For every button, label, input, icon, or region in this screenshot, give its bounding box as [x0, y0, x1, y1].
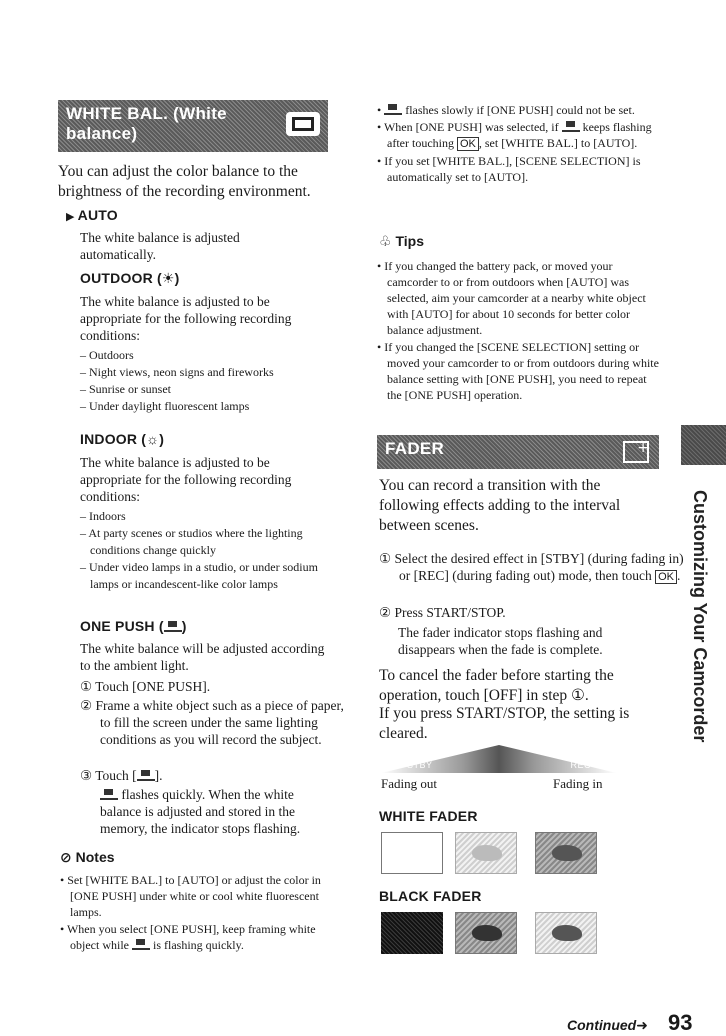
outdoor-text: The white balance is adjusted to be appropriate for the following recording conditions:: [80, 294, 292, 343]
list-item: – Night views, neon signs and fireworks: [80, 365, 274, 379]
white-fader-thumb-faded: [455, 832, 517, 874]
list-item: • If you changed the battery pack, or moved your camcorder to or from outdoors when [AUTO] was selected, aim your camcorder at a nearby white object with [AUTO] for about 10 seconds for better color balance adjustment.: [377, 258, 659, 338]
one-push-step-1: ① Touch [ONE PUSH].: [80, 679, 211, 694]
one-push-icon: [137, 769, 155, 781]
one-push-icon: [164, 620, 182, 632]
one-push-step-3: ③ Touch [ ].: [80, 768, 163, 783]
fader-step-2: ② Press START/STOP.: [379, 605, 506, 620]
one-push-text: The white balance will be adjusted according to the ambient light.: [80, 641, 325, 673]
continued-label: Continued➜: [567, 1017, 648, 1033]
fader-cancel-text: To cancel the fader before starting the operation, touch [OFF] in step ①.: [379, 667, 614, 704]
fader-restart-text: If you press START/STOP, the setting is cleared.: [379, 705, 630, 742]
list-item: – Under video lamps in a studio, or under sodium lamps or incandescent-like color lamps: [80, 560, 318, 591]
chapter-tab-label: Customizing Your Camcorder: [690, 490, 710, 743]
black-fader-thumb-faded: [455, 912, 517, 954]
fading-out-caption: Fading out: [381, 776, 437, 791]
indoor-list: [80, 508, 340, 593]
right-notes-list: [377, 102, 659, 186]
white-fader-thumb-blank: [381, 832, 443, 874]
list-item: – At party scenes or studios where the lighting conditions change quickly: [80, 526, 303, 557]
list-item: • If you set [WHITE BAL.], [SCENE SELECTION] is automatically set to [AUTO].: [377, 153, 659, 185]
one-push-step-2: ② Frame a white object such as a piece of paper, to fill the screen under the same lighting conditions as you will record the subject.: [80, 698, 344, 747]
list-item: • When you select [ONE PUSH], keep framing white object while is flashing quickly.: [60, 921, 340, 953]
indoor-heading: INDOOR (☼): [80, 431, 165, 447]
fader-banner: [377, 435, 659, 469]
page-number: 93: [668, 1010, 693, 1035]
black-fader-heading: BLACK FADER: [379, 888, 482, 904]
list-item: • Set [WHITE BAL.] to [AUTO] or adjust the color in [ONE PUSH] under white or cool white fluorescent lamps.: [60, 872, 340, 920]
notes-heading: ⊘ Notes: [60, 849, 115, 865]
one-push-icon: [384, 103, 402, 115]
arrow-right-icon: ➜: [636, 1017, 648, 1033]
rec-label: REC: [570, 760, 591, 770]
black-fader-thumb-blank: [381, 912, 443, 954]
outdoor-heading: OUTDOOR (☀): [80, 270, 180, 286]
fader-step-2-detail: The fader indicator stops flashing and disappears when the fade is complete.: [398, 625, 603, 657]
tips-heading: ♧ Tips: [379, 233, 424, 249]
tips-list: [377, 258, 659, 404]
fader-icon: +: [623, 441, 649, 463]
sun-icon: ☀: [161, 270, 175, 286]
white-fader-heading: WHITE FADER: [379, 808, 478, 824]
white-bal-title: WHITE BAL. (White balance): [66, 104, 227, 143]
menu-icon: [286, 112, 320, 136]
auto-text: The white balance is adjusted automatically.: [80, 230, 240, 262]
one-push-heading: ONE PUSH ( ): [80, 618, 187, 634]
one-push-step-3-detail: flashes quickly. When the white balance is adjusted and stored in the memory, the indicator stops flashing.: [100, 787, 301, 836]
stby-label: STBY: [407, 760, 433, 770]
one-push-icon: [562, 120, 580, 132]
fader-step-1: ① Select the desired effect in [STBY] (during fading in) or [REC] (during fading out) mode, then touch OK .: [379, 551, 684, 583]
list-item: – Indoors: [80, 509, 126, 523]
chapter-tab-marker: [681, 425, 726, 465]
outdoor-list: [80, 347, 340, 415]
bulb-icon: ☼: [146, 431, 160, 447]
auto-heading: ▶ AUTO: [66, 207, 118, 223]
white-bal-banner: [58, 100, 328, 152]
ok-button-glyph: OK: [655, 570, 677, 584]
list-item: • flashes slowly if [ONE PUSH] could not be set.: [377, 102, 659, 118]
list-item: – Under daylight fluorescent lamps: [80, 399, 250, 413]
black-fader-thumb-full: [535, 912, 597, 954]
list-item: – Outdoors: [80, 348, 134, 362]
fading-in-caption: Fading in: [553, 776, 603, 791]
selected-arrow-icon: ▶: [66, 211, 75, 223]
list-item: • If you changed the [SCENE SELECTION] setting or moved your camcorder to or from outdoors during white balance setting with [ONE PUSH], you need to repeat the [ONE PUSH] operation.: [377, 339, 659, 403]
notes-icon: ⊘: [60, 849, 72, 865]
one-push-icon: [100, 788, 118, 800]
fader-gradient-diagram: [381, 745, 617, 773]
lightbulb-icon: ♧: [379, 233, 392, 249]
list-item: • When [ONE PUSH] was selected, if keeps flashing after touching OK , set [WHITE BAL.] to [AUTO].: [377, 119, 659, 152]
indoor-text: The white balance is adjusted to be appropriate for the following recording conditions:: [80, 455, 292, 504]
notes-list: [60, 872, 340, 954]
one-push-icon: [132, 938, 150, 950]
list-item: – Sunrise or sunset: [80, 382, 171, 396]
white-bal-intro: You can adjust the color balance to the brightness of the recording environment.: [58, 163, 311, 200]
fader-intro: You can record a transition with the following effects adding to the interval between scenes.: [379, 477, 621, 534]
white-fader-thumb-full: [535, 832, 597, 874]
fader-title: FADER: [385, 439, 445, 458]
ok-button-glyph: OK: [457, 137, 479, 151]
